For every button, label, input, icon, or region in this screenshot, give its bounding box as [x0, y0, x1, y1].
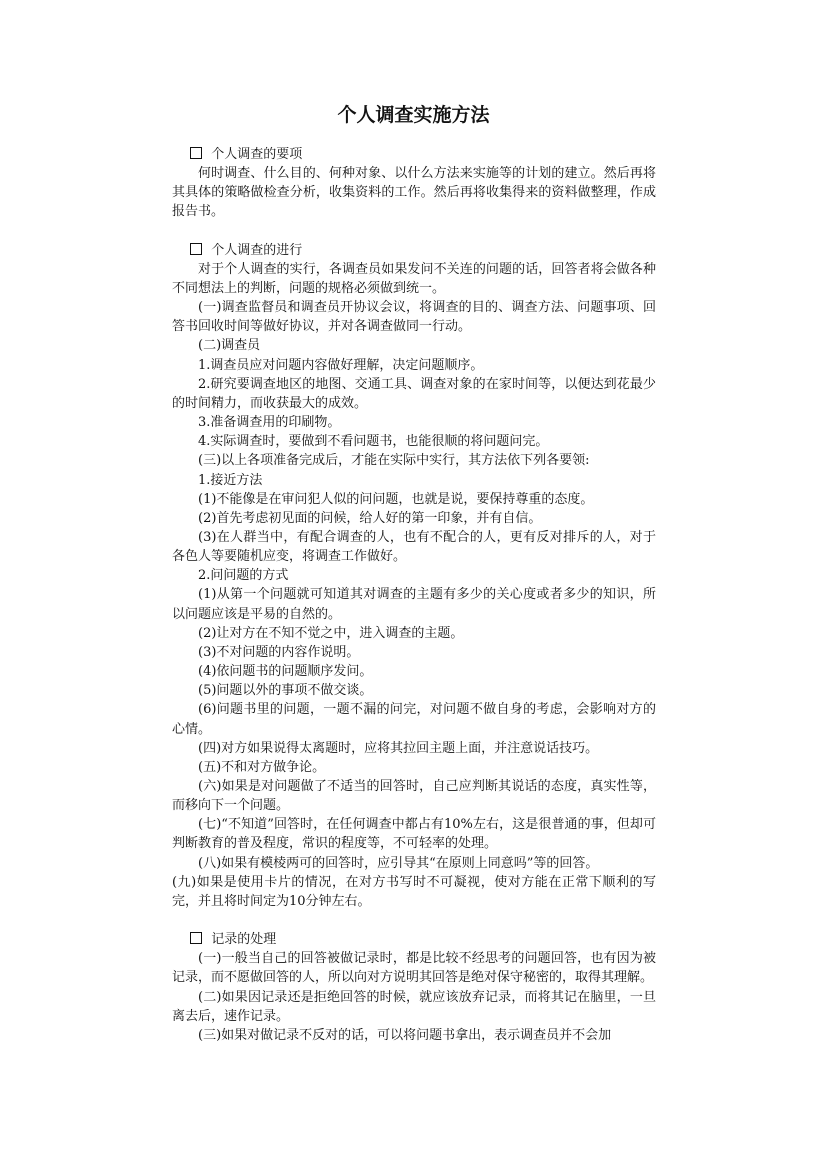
list-item: (6)问题书里的问题，一题不漏的问完，对问题不做自身的考虑，会影响对方的心情。	[172, 702, 656, 737]
checkbox-square-icon	[190, 243, 202, 255]
list-item: (二)调查员	[198, 338, 261, 354]
section-heading-label: 个人调查的要项	[211, 147, 303, 162]
list-item: (五)不和对方做争论。	[198, 759, 326, 775]
spacer	[172, 911, 656, 930]
section-heading	[172, 930, 656, 949]
section-heading	[172, 145, 656, 164]
list-item: (3)在人群当中，有配合调查的人，也有不配合的人，更有反对排斥的人，对于各色人等要随机应变，将调查工作做好。	[172, 529, 656, 565]
paragraph: 对于个人调查的实行，各调查员如果发问不关连的问题的话，回答者将会做各种不同想法上的判断，问题的规格必须做到统一。	[172, 261, 656, 296]
list-item: (八)如果有模棱两可的回答时，应引导其“在原则上同意吗”等的回答。	[198, 855, 599, 871]
list-item: (三)以上各项准备完成后，才能在实际中实行，其方法依下列各要领:	[198, 453, 590, 469]
section-heading-label: 个人调查的进行	[211, 242, 303, 258]
list-item: (七)“不知道”回答时，在任何调查中都占有10%左右，这是很普通的事，但却可判断教育的普及程度，常识的程度等，不可轻率的处理。	[172, 817, 656, 852]
list-item: (1)不能像是在审问犯人似的问问题，也就是说，要保持尊重的态度。	[198, 491, 594, 507]
list-item: (三)如果对做记录不反对的话，可以将问题书拿出，表示调查员并不会加	[198, 1027, 612, 1043]
section-heading	[172, 241, 656, 260]
list-item: (一)一般当自己的回答被做记录时，都是比较不经思考的问题回答，也有因为被记录，而不愿做回答的人，所以向对方说明其回答是绝对保守秘密的，取得其理解。	[172, 951, 656, 986]
list-item: (四)对方如果说得太离题时，应将其拉回主题上面，并注意说话技巧。	[198, 740, 599, 756]
list-item: (2)让对方在不知不觉之中，进入调查的主题。	[198, 625, 464, 641]
list-item: (3)不对问题的内容作说明。	[198, 644, 360, 660]
list-item: (九)如果是使用卡片的情况，在对方书写时不可凝视，使对方能在正常下顺利的写完，并且将时间定为10分钟左右。	[172, 874, 656, 909]
list-item: (六)如果是对问题做了不适当的回答时，自己应判断其说话的态度，真实性等，而移向下一个问题。	[172, 779, 656, 814]
list-item: (2)首先考虑初见面的问候，给人好的第一印象，并有自信。	[198, 510, 542, 526]
checkbox-square-icon	[190, 147, 202, 159]
list-item: (1)从第一个问题就可知道其对调查的主题有多少的关心度或者多少的知识，所以问题应该是平易的自然的。	[172, 587, 656, 622]
page-title: 个人调查实施方法	[337, 104, 490, 126]
section-heading-label: 记录的处理	[211, 932, 277, 948]
checkbox-square-icon	[190, 932, 202, 944]
spacer	[172, 222, 656, 241]
list-item: 1.接近方法	[198, 472, 263, 488]
paragraph: 何时调查、什么目的、何种对象、以什么方法来实施等的计划的建立。然后再将其具体的策略做检查分析，收集资料的工作。然后再将收集得来的资料做整理，作成报告书。	[172, 166, 656, 220]
list-item: (二)如果因记录还是拒绝回答的时候，就应该放弃记录，而将其记在脑里，一旦离去后，速作记录。	[172, 989, 656, 1024]
list-item: 2.研究要调查地区的地图、交通工具、调查对象的在家时间等，以便达到花最少的时间精力，而收获最大的成效。	[172, 376, 656, 411]
list-item: 4.实际调查时，要做到不看问题书，也能很顺的将问题问完。	[198, 434, 549, 450]
list-item: 3.准备调查用的印刷物。	[198, 415, 341, 431]
list-item: (4)依问题书的问题顺序发问。	[198, 664, 373, 680]
list-item: 2.问问题的方式	[198, 568, 289, 584]
list-item: (5)问题以外的事项不做交谈。	[198, 683, 373, 699]
list-item: 1.调查员应对问题内容做好理解，决定问题顺序。	[198, 357, 484, 373]
list-item: (一)调查监督员和调查员开协议会议，将调查的目的、调查方法、问题事项、回答书回收时间等做好协议，并对各调查做同一行动。	[172, 300, 656, 335]
document-body	[172, 145, 656, 1045]
